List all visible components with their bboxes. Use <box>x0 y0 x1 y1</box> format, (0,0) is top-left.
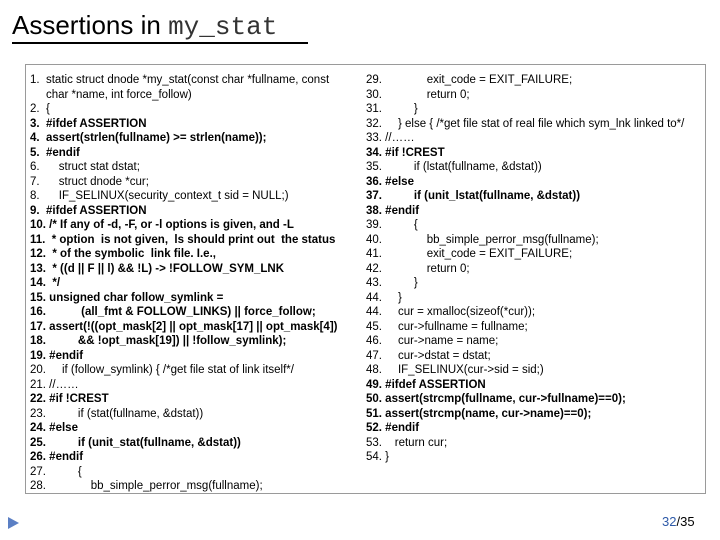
code-line: 12. * of the symbolic link file. I.e., <box>30 248 216 260</box>
code-line: 24. #else <box>30 422 78 434</box>
code-column-right <box>366 73 702 465</box>
code-line: 48. IF_SELINUX(cur->sid = sid;) <box>366 364 544 376</box>
code-line: 39. { <box>366 219 418 231</box>
slide-title-code: my_stat <box>168 12 278 42</box>
slide-title <box>12 8 277 42</box>
code-line: 44. } <box>366 291 402 304</box>
code-line: 27. { <box>30 465 82 478</box>
code-line: 30. return 0; <box>366 88 470 101</box>
code-line: 21. //…… <box>30 378 79 391</box>
code-line: 54. } <box>366 451 390 463</box>
code-line: 16. (all_fmt & FOLLOW_LINKS) || force_follow; <box>30 306 316 318</box>
code-line: 51. assert(strcmp(name, cur->name)==0); <box>366 407 592 420</box>
code-column-left <box>30 73 368 494</box>
code-line: 8. IF_SELINUX(security_context_t sid = NULL;) <box>30 190 289 202</box>
code-line: 13. * ((d || F || l) && !L) -> !FOLLOW_SYM_LNK <box>30 262 285 275</box>
code-line: 46. cur->name = name; <box>366 335 499 347</box>
code-line: 42. return 0; <box>366 262 470 275</box>
code-line: 15. unsigned char follow_symlink = <box>30 291 224 304</box>
page-number <box>662 514 695 530</box>
code-line: 7. struct dnode *cur; <box>30 175 149 188</box>
play-arrow-icon[interactable] <box>6 516 20 530</box>
code-line: 6. struct stat dstat; <box>30 161 140 173</box>
code-line: 34. #if !CREST <box>366 146 445 159</box>
code-line: 1. static struct dnode *my_stat(const char *fullname, const <box>30 74 330 86</box>
code-line: 33. //…… <box>366 132 415 144</box>
code-line: 32. } else { /*get file stat of real file which sym_lnk linked to*/ <box>366 117 685 130</box>
code-line: 47. cur->dstat = dstat; <box>366 349 491 362</box>
page-current: 32 <box>662 514 677 529</box>
code-line: 3. #ifdef ASSERTION <box>30 117 147 130</box>
code-line: 14. */ <box>30 277 61 289</box>
code-line: 40. bb_simple_perror_msg(fullname); <box>366 233 599 246</box>
code-line: 49. #ifdef ASSERTION <box>366 378 486 391</box>
code-line: 44. cur = xmalloc(sizeof(*cur)); <box>366 306 536 318</box>
code-line: 26. #endif <box>30 451 84 463</box>
code-line: 11. * option is not given, ls should print out the status <box>30 233 336 246</box>
code-line: 18. && !opt_mask[19]) || !follow_symlink); <box>30 335 287 347</box>
page-separator: / <box>676 514 681 529</box>
code-line: 43. } <box>366 277 418 289</box>
code-line: 29. exit_code = EXIT_FAILURE; <box>366 74 573 86</box>
code-line: 9. #ifdef ASSERTION <box>30 204 147 217</box>
code-line: 4. assert(strlen(fullname) >= strlen(name)); <box>30 132 267 144</box>
code-line: 50. assert(strcmp(fullname, cur->fullname)==0); <box>366 393 626 405</box>
code-line: 22. #if !CREST <box>30 393 109 405</box>
code-line: 19. #endif <box>30 349 84 362</box>
code-line: 10. /* If any of -d, -F, or -l options is given, and -L <box>30 219 294 231</box>
code-line: 53. return cur; <box>366 436 448 449</box>
code-line: 28. bb_simple_perror_msg(fullname); <box>30 480 263 492</box>
code-line: 31. } <box>366 103 418 115</box>
page-total: 35 <box>680 514 695 529</box>
code-line: 37. if (unit_lstat(fullname, &dstat)) <box>366 190 581 202</box>
code-line: 52. #endif <box>366 422 420 434</box>
code-line: 20. if (follow_symlink) { /*get file stat of link itself*/ <box>30 364 294 376</box>
code-line: char *name, int force_follow) <box>30 88 192 101</box>
code-line: 2. { <box>30 103 50 115</box>
code-line: 38. #endif <box>366 204 420 217</box>
code-line: 41. exit_code = EXIT_FAILURE; <box>366 248 573 260</box>
code-panel <box>25 64 706 494</box>
code-line: 36. #else <box>366 175 414 188</box>
slide-title-text: Assertions in <box>12 10 169 40</box>
code-line: 23. if (stat(fullname, &dstat)) <box>30 407 204 420</box>
code-line: 5. #endif <box>30 146 80 159</box>
code-line: 17. assert(!((opt_mask[2] || opt_mask[17] || opt_mask[4]) <box>30 320 338 333</box>
code-line: 35. if (lstat(fullname, &dstat)) <box>366 161 542 173</box>
code-line: 25. if (unit_stat(fullname, &dstat)) <box>30 436 241 449</box>
code-line: 45. cur->fullname = fullname; <box>366 320 528 333</box>
title-underline <box>12 42 308 44</box>
